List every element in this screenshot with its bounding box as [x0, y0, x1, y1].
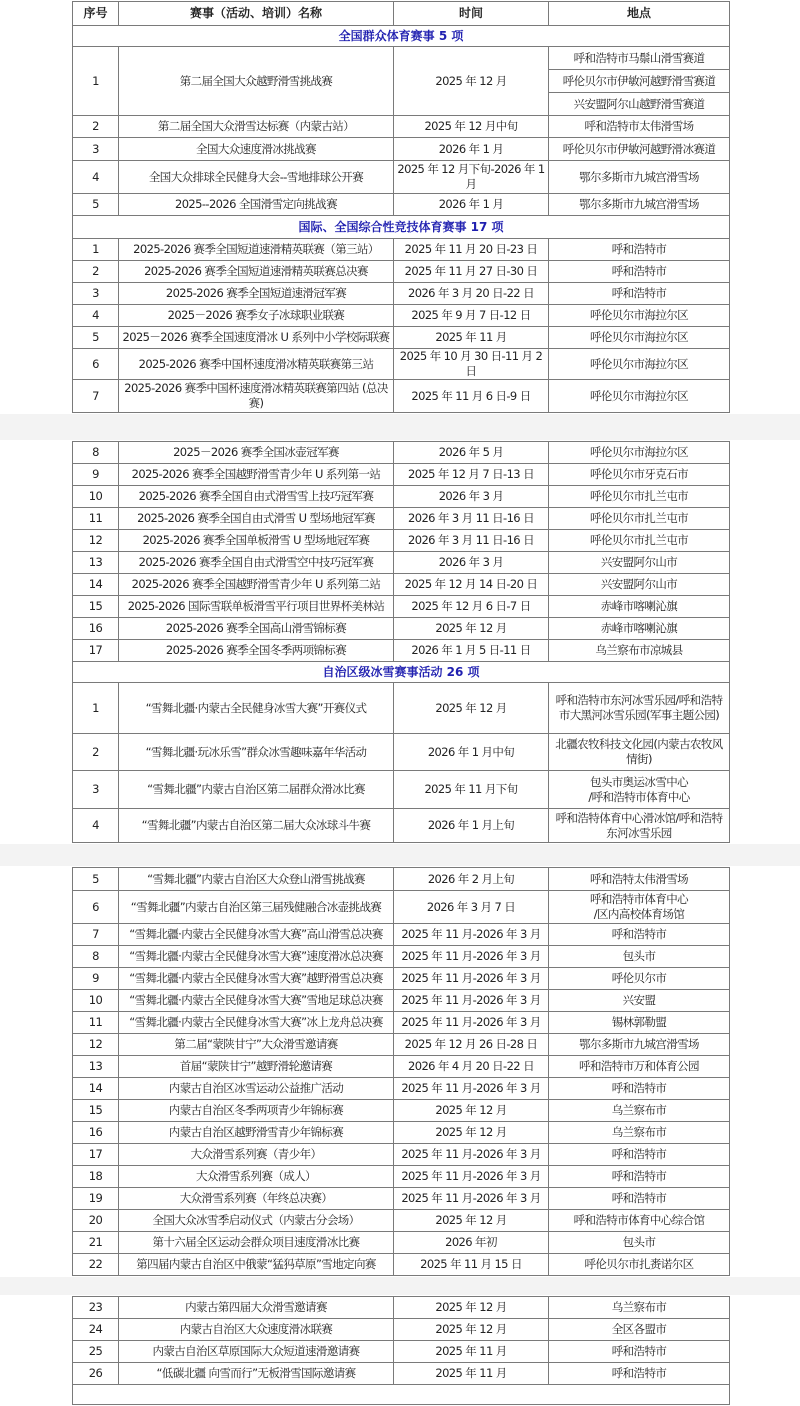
- event-time: 2025 年 11 月-2026 年 3 月: [394, 968, 549, 990]
- row-number: 7: [73, 924, 119, 946]
- event-name: 全国大众排球全民健身大会--雪地排球公开赛: [119, 161, 394, 194]
- row-number: 3: [73, 138, 119, 161]
- event-place: 呼伦贝尔市扎兰屯市: [549, 486, 730, 508]
- row-number: 14: [73, 574, 119, 596]
- event-place: 兴安盟阿尔山越野滑雪赛道: [573, 97, 705, 111]
- event-place: 全区各盟市: [549, 1319, 730, 1341]
- row-number: 16: [73, 1122, 119, 1144]
- event-place: 呼和浩特市体育中心综合馆: [549, 1210, 730, 1232]
- event-time: 2026 年 2 月上旬: [394, 868, 549, 891]
- event-name: 2025-2026 赛季中国杯速度滑冰精英联赛第三站: [119, 349, 394, 380]
- table-row: [73, 194, 730, 216]
- event-name: “雪舞北疆”内蒙古自治区大众登山滑雪挑战赛: [119, 868, 394, 891]
- event-name: 内蒙古自治区越野滑雪青少年锦标赛: [119, 1122, 394, 1144]
- table-row: [73, 1363, 730, 1385]
- events-table: [72, 867, 730, 1276]
- event-place: 呼伦贝尔市海拉尔区: [549, 349, 730, 380]
- row-number: 11: [73, 1012, 119, 1034]
- row-number: 16: [73, 618, 119, 640]
- event-time: 2026 年初: [394, 1232, 549, 1254]
- event-place: 呼和浩特市东河冰雪乐园/呼和浩特市大黑河冰雪乐园(军事主题公园): [549, 683, 730, 734]
- table-row: [73, 1166, 730, 1188]
- table-row: [73, 868, 730, 891]
- table-row: [73, 734, 730, 771]
- table-row: [73, 486, 730, 508]
- event-time: 2025 年 11 月-2026 年 3 月: [394, 1144, 549, 1166]
- table-row: [73, 640, 730, 662]
- section-title: 全国群众体育赛事 5 项: [73, 26, 730, 47]
- row-number: 4: [73, 809, 119, 843]
- event-name: 2025-2026 赛季全国单板滑雪 U 型场地冠军赛: [119, 530, 394, 552]
- row-number: 15: [73, 1100, 119, 1122]
- row-number: 1: [73, 47, 119, 116]
- event-place: 包头市: [549, 946, 730, 968]
- table-row: [73, 261, 730, 283]
- event-name: 大众滑雪系列赛（青少年）: [119, 1144, 394, 1166]
- event-name: “雪舞北疆”内蒙古自治区第二届群众滑冰比赛: [119, 771, 394, 809]
- event-time: 2026 年 1 月: [394, 194, 549, 216]
- event-name: 第二届全国大众滑雪达标赛（内蒙古站）: [119, 116, 394, 138]
- row-number: 14: [73, 1078, 119, 1100]
- event-time: 2025 年 11 月 15 日: [394, 1254, 549, 1276]
- event-time: 2025 年 11 月 27 日-30 日: [394, 261, 549, 283]
- header-no: 序号: [73, 2, 119, 26]
- event-place: 兴安盟阿尔山市: [549, 552, 730, 574]
- events-table: [72, 441, 730, 843]
- event-name: 第四届内蒙古自治区中俄蒙“猛犸草原”雪地定向赛: [119, 1254, 394, 1276]
- event-place: 呼伦贝尔市海拉尔区: [549, 327, 730, 349]
- event-place: 呼和浩特市: [549, 1078, 730, 1100]
- table-row: [73, 1188, 730, 1210]
- event-time: 2025 年 9 月 7 日-12 日: [394, 305, 549, 327]
- table-row: [73, 349, 730, 380]
- event-name: “雪舞北疆·内蒙古全民健身冰雪大赛”越野滑雪总决赛: [119, 968, 394, 990]
- table-row: [73, 239, 730, 261]
- row-number: 2: [73, 261, 119, 283]
- row-number: 10: [73, 486, 119, 508]
- event-time: 2025 年 11 月-2026 年 3 月: [394, 990, 549, 1012]
- event-time: 2025 年 12 月 6 日-7 日: [394, 596, 549, 618]
- document-page: [0, 0, 800, 414]
- table-row: [73, 530, 730, 552]
- event-place: 鄂尔多斯市九城宫滑雪场: [549, 194, 730, 216]
- row-number: 5: [73, 327, 119, 349]
- table-row: [73, 508, 730, 530]
- event-place: 呼伦贝尔市: [549, 968, 730, 990]
- event-name: 第二届全国大众越野滑雪挑战赛: [119, 47, 394, 116]
- event-place: 呼伦贝尔市牙克石市: [549, 464, 730, 486]
- table-row: [73, 968, 730, 990]
- row-number: 18: [73, 1166, 119, 1188]
- table-row: [73, 442, 730, 464]
- event-place: 呼和浩特市马鬃山滑雪赛道: [549, 47, 729, 70]
- section-header-row: [73, 26, 730, 47]
- table-row: [73, 683, 730, 734]
- event-name: 大众滑雪系列赛（年终总决赛）: [119, 1188, 394, 1210]
- event-place: 锡林郭勒盟: [549, 1012, 730, 1034]
- table-header-row: [73, 2, 730, 26]
- table-row: [73, 891, 730, 924]
- event-place: 呼伦贝尔市扎赉诺尔区: [549, 1254, 730, 1276]
- event-place: 呼伦贝尔市伊敏河越野滑冰赛道: [549, 138, 730, 161]
- row-number: 3: [73, 771, 119, 809]
- event-name: 2025－2026 赛季全国冰壶冠军赛: [119, 442, 394, 464]
- event-time: 2025 年 11 月-2026 年 3 月: [394, 1078, 549, 1100]
- event-place: 呼和浩特市: [549, 1144, 730, 1166]
- row-number: 25: [73, 1341, 119, 1363]
- event-name: 2025-2026 赛季全国越野滑雪青少年 U 系列第二站: [119, 574, 394, 596]
- event-time: 2026 年 1 月中旬: [394, 734, 549, 771]
- event-time: 2026 年 3 月 11 日-16 日: [394, 530, 549, 552]
- event-name: “雪舞北疆·内蒙古全民健身冰雪大赛”速度滑冰总决赛: [119, 946, 394, 968]
- event-time: 2025 年 12 月下旬-2026 年 1 月: [394, 161, 549, 194]
- row-number: 5: [73, 194, 119, 216]
- event-places: [549, 47, 730, 116]
- row-number: 1: [73, 239, 119, 261]
- event-time: 2025 年 12 月: [394, 1319, 549, 1341]
- row-number: 4: [73, 305, 119, 327]
- event-name: 2025-2026 赛季中国杯速度滑冰精英联赛第四站 (总决赛): [119, 380, 394, 413]
- section-header-row: [73, 216, 730, 239]
- row-number: 1: [73, 683, 119, 734]
- row-number: 4: [73, 161, 119, 194]
- event-place: 呼伦贝尔市海拉尔区: [549, 380, 730, 413]
- event-place: 呼和浩特市: [549, 1166, 730, 1188]
- table-row: [73, 1078, 730, 1100]
- row-number: 13: [73, 1056, 119, 1078]
- event-time: 2025 年 11 月-2026 年 3 月: [394, 1012, 549, 1034]
- table-row: [73, 771, 730, 809]
- row-number: 6: [73, 349, 119, 380]
- document-page: [0, 866, 800, 1277]
- event-place: 呼和浩特市: [549, 239, 730, 261]
- table-row: [73, 1100, 730, 1122]
- event-name: 2025-2026 赛季全国越野滑雪青少年 U 系列第一站: [119, 464, 394, 486]
- event-place: 呼和浩特市太伟滑雪场: [549, 116, 730, 138]
- events-table: [72, 1296, 730, 1405]
- event-time: 2025 年 12 月: [394, 1122, 549, 1144]
- row-number: 22: [73, 1254, 119, 1276]
- table-row: [73, 116, 730, 138]
- section-title: 自治区级冰雪赛事活动 26 项: [73, 662, 730, 683]
- row-number: 2: [73, 116, 119, 138]
- event-name: 内蒙古自治区大众速度滑冰联赛: [119, 1319, 394, 1341]
- event-name: “雪舞北疆”内蒙古自治区第三届残健融合冰壶挑战赛: [119, 891, 394, 924]
- event-place: 呼和浩特市体育中心 /区内高校体育场馆: [549, 891, 730, 924]
- event-time: 2025 年 12 月 14 日-20 日: [394, 574, 549, 596]
- event-time: 2026 年 1 月: [394, 138, 549, 161]
- event-time: 2025 年 11 月-2026 年 3 月: [394, 946, 549, 968]
- row-number: 17: [73, 640, 119, 662]
- event-name: “低碳北疆 向雪而行”无板滑雪国际邀请赛: [119, 1363, 394, 1385]
- table-row: [73, 552, 730, 574]
- table-row-continued: [73, 1385, 730, 1405]
- event-place: 赤峰市喀喇沁旗: [549, 596, 730, 618]
- event-place: 呼伦贝尔市伊敏河越野滑雪赛道: [549, 70, 729, 93]
- event-name: 2025-2026 赛季全国短道速滑精英联赛总决赛: [119, 261, 394, 283]
- header-place: 地点: [549, 2, 730, 26]
- event-time: 2025 年 11 月: [394, 1363, 549, 1385]
- event-time: 2026 年 3 月 20 日-22 日: [394, 283, 549, 305]
- event-time: 2025 年 11 月: [394, 1341, 549, 1363]
- row-number: 19: [73, 1188, 119, 1210]
- event-name: 内蒙古自治区冬季两项青少年锦标赛: [119, 1100, 394, 1122]
- event-name: 全国大众速度滑冰挑战赛: [119, 138, 394, 161]
- event-place: 呼伦贝尔市海拉尔区: [549, 442, 730, 464]
- event-time: 2025 年 11 月: [394, 327, 549, 349]
- event-place: 呼和浩特太伟滑雪场: [549, 868, 730, 891]
- event-place: 呼和浩特市: [549, 283, 730, 305]
- event-name: “雪舞北疆·内蒙古全民健身冰雪大赛”开赛仪式: [119, 683, 394, 734]
- event-place: 包头市奥运冰雪中心 /呼和浩特市体育中心: [549, 771, 730, 809]
- row-number: 13: [73, 552, 119, 574]
- table-row: [73, 283, 730, 305]
- event-time: 2025 年 12 月: [394, 1100, 549, 1122]
- table-row: [73, 1341, 730, 1363]
- event-place: 鄂尔多斯市九城宫滑雪场: [549, 161, 730, 194]
- table-row: [73, 1232, 730, 1254]
- table-row: [73, 464, 730, 486]
- table-row: [73, 1297, 730, 1319]
- document-page: [0, 440, 800, 844]
- event-time: 2025 年 11 月下旬: [394, 771, 549, 809]
- event-name: 2025-2026 赛季全国自由式滑雪空中技巧冠军赛: [119, 552, 394, 574]
- event-time: 2026 年 3 月: [394, 486, 549, 508]
- table-row: [73, 1319, 730, 1341]
- event-time: 2026 年 3 月: [394, 552, 549, 574]
- row-number: 23: [73, 1297, 119, 1319]
- event-name: “雪舞北疆·内蒙古全民健身冰雪大赛”雪地足球总决赛: [119, 990, 394, 1012]
- table-row: [73, 305, 730, 327]
- row-number: 11: [73, 508, 119, 530]
- table-row: [73, 47, 730, 116]
- table-row: [73, 1056, 730, 1078]
- event-name: 内蒙古第四届大众滑雪邀请赛: [119, 1297, 394, 1319]
- row-number: 12: [73, 530, 119, 552]
- event-place: 乌兰察布市: [549, 1297, 730, 1319]
- table-row: [73, 1012, 730, 1034]
- table-row: [73, 809, 730, 843]
- event-place: 呼伦贝尔市扎兰屯市: [549, 530, 730, 552]
- event-place: 呼和浩特市: [549, 924, 730, 946]
- row-number: 6: [73, 891, 119, 924]
- event-place: 兴安盟: [549, 990, 730, 1012]
- event-place: 呼和浩特市: [549, 1341, 730, 1363]
- table-row: [73, 1122, 730, 1144]
- event-place: 呼和浩特市万和体育公园: [549, 1056, 730, 1078]
- event-place: 呼和浩特市: [549, 1188, 730, 1210]
- table-row: [73, 924, 730, 946]
- row-number: 8: [73, 442, 119, 464]
- table-row: [73, 596, 730, 618]
- event-place: 呼和浩特市: [549, 1363, 730, 1385]
- event-place: 呼伦贝尔市海拉尔区: [549, 305, 730, 327]
- event-place: 鄂尔多斯市九城宫滑雪场: [549, 1034, 730, 1056]
- table-row: [73, 1034, 730, 1056]
- table-row: [73, 161, 730, 194]
- event-name: 2025-2026 国际雪联单板滑雪平行项目世界杯美林站: [119, 596, 394, 618]
- event-time: 2025 年 11 月 20 日-23 日: [394, 239, 549, 261]
- event-time: 2025 年 12 月: [394, 1210, 549, 1232]
- row-number: 24: [73, 1319, 119, 1341]
- table-row: [73, 1144, 730, 1166]
- event-name: 首届“蒙陕甘宁”越野滑轮邀请赛: [119, 1056, 394, 1078]
- event-name: 2025－2026 赛季全国速度滑冰 U 系列中小学校际联赛: [119, 327, 394, 349]
- event-name: 内蒙古自治区草原国际大众短道速滑邀请赛: [119, 1341, 394, 1363]
- section-header-row: [73, 662, 730, 683]
- event-name: “雪舞北疆·内蒙古全民健身冰雪大赛”冰上龙舟总决赛: [119, 1012, 394, 1034]
- event-time: 2025 年 11 月-2026 年 3 月: [394, 1188, 549, 1210]
- row-number: 17: [73, 1144, 119, 1166]
- row-number: 20: [73, 1210, 119, 1232]
- event-name: 2025－2026 赛季女子冰球职业联赛: [119, 305, 394, 327]
- event-place: 呼伦贝尔市扎兰屯市: [549, 508, 730, 530]
- event-time: 2025 年 11 月-2026 年 3 月: [394, 1166, 549, 1188]
- event-place: 乌兰察布市: [549, 1100, 730, 1122]
- row-number: 7: [73, 380, 119, 413]
- event-name: 2025-2026 赛季全国短道速滑精英联赛（第三站）: [119, 239, 394, 261]
- event-time: 2026 年 1 月上旬: [394, 809, 549, 843]
- events-table: [72, 1, 730, 413]
- event-name: 第二届“蒙陕甘宁”大众滑雪邀请赛: [119, 1034, 394, 1056]
- event-name: 2025-2026 赛季全国自由式滑雪 U 型场地冠军赛: [119, 508, 394, 530]
- row-number: 26: [73, 1363, 119, 1385]
- event-time: 2025 年 12 月: [394, 683, 549, 734]
- event-name: 第十六届全区运动会群众项目速度滑冰比赛: [119, 1232, 394, 1254]
- event-time: 2025 年 12 月: [394, 1297, 549, 1319]
- event-time: 2025 年 12 月中旬: [394, 116, 549, 138]
- event-place: 乌兰察布市: [549, 1122, 730, 1144]
- event-place: 赤峰市喀喇沁旗: [549, 618, 730, 640]
- row-number: 15: [73, 596, 119, 618]
- table-row: [73, 1210, 730, 1232]
- event-time: 2026 年 1 月 5 日-11 日: [394, 640, 549, 662]
- event-name: 内蒙古自治区冰雪运动公益推广活动: [119, 1078, 394, 1100]
- row-number: 12: [73, 1034, 119, 1056]
- header-time: 时间: [394, 2, 549, 26]
- table-row: [73, 327, 730, 349]
- row-number: 10: [73, 990, 119, 1012]
- table-row: [73, 138, 730, 161]
- event-time: 2025 年 12 月: [394, 47, 549, 116]
- event-name: 2025-2026 赛季全国短道速滑冠军赛: [119, 283, 394, 305]
- event-name: “雪舞北疆·内蒙古全民健身冰雪大赛”高山滑雪总决赛: [119, 924, 394, 946]
- section-title: 国际、全国综合性竞技体育赛事 17 项: [73, 216, 730, 239]
- row-number: 9: [73, 968, 119, 990]
- event-name: 2025-2026 赛季全国自由式滑雪雪上技巧冠军赛: [119, 486, 394, 508]
- document-page: [0, 1295, 800, 1406]
- event-time: 2026 年 3 月 7 日: [394, 891, 549, 924]
- header-name: 赛事（活动、培训）名称: [119, 2, 394, 26]
- event-place: 北疆农牧科技文化园(内蒙古农牧风情街): [549, 734, 730, 771]
- event-time: 2025 年 12 月: [394, 618, 549, 640]
- event-name: 大众滑雪系列赛（成人）: [119, 1166, 394, 1188]
- table-row: [73, 574, 730, 596]
- table-row: [73, 946, 730, 968]
- table-row: [73, 618, 730, 640]
- event-name: “雪舞北疆·玩冰乐雪”群众冰雪趣味嘉年华活动: [119, 734, 394, 771]
- event-name: “雪舞北疆”内蒙古自治区第二届大众冰球斗牛赛: [119, 809, 394, 843]
- event-name: 2025--2026 全国滑雪定向挑战赛: [119, 194, 394, 216]
- event-place: 兴安盟阿尔山市: [549, 574, 730, 596]
- event-time: 2025 年 11 月 6 日-9 日: [394, 380, 549, 413]
- row-number: 3: [73, 283, 119, 305]
- table-row: [73, 1254, 730, 1276]
- event-time: 2025 年 10 月 30 日-11 月 2 日: [394, 349, 549, 380]
- table-row: [73, 990, 730, 1012]
- event-name: 全国大众冰雪季启动仪式（内蒙古分会场）: [119, 1210, 394, 1232]
- event-time: 2025 年 12 月 7 日-13 日: [394, 464, 549, 486]
- row-number: 9: [73, 464, 119, 486]
- row-number: 5: [73, 868, 119, 891]
- event-place: 乌兰察布市凉城县: [549, 640, 730, 662]
- event-name: 2025-2026 赛季全国冬季两项锦标赛: [119, 640, 394, 662]
- event-time: 2025 年 11 月-2026 年 3 月: [394, 924, 549, 946]
- event-time: 2026 年 5 月: [394, 442, 549, 464]
- row-number: 21: [73, 1232, 119, 1254]
- empty-cell: [73, 1385, 730, 1405]
- event-name: 2025-2026 赛季全国高山滑雪锦标赛: [119, 618, 394, 640]
- event-place: 包头市: [549, 1232, 730, 1254]
- event-time: 2026 年 4 月 20 日-22 日: [394, 1056, 549, 1078]
- row-number: 2: [73, 734, 119, 771]
- event-time: 2026 年 3 月 11 日-16 日: [394, 508, 549, 530]
- row-number: 8: [73, 946, 119, 968]
- event-time: 2025 年 12 月 26 日-28 日: [394, 1034, 549, 1056]
- event-place: 呼和浩特体育中心滑冰馆/呼和浩特东河冰雪乐园: [549, 809, 730, 843]
- event-place: 呼和浩特市: [549, 261, 730, 283]
- table-row: [73, 380, 730, 413]
